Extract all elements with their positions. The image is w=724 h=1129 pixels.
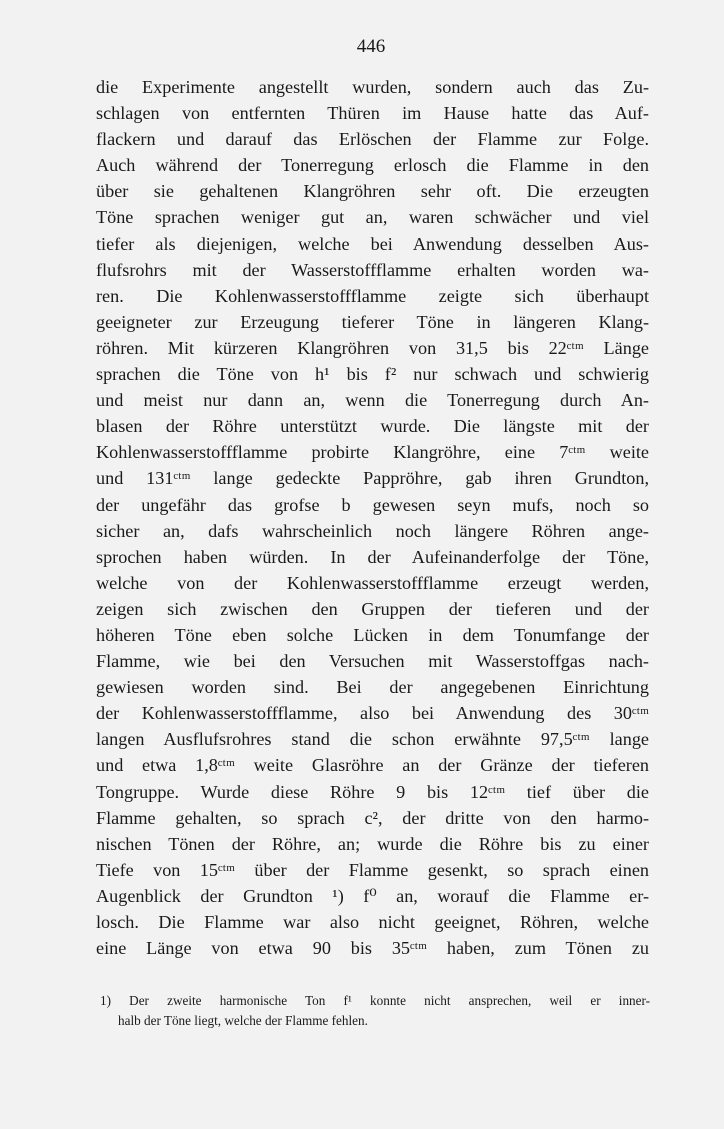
footnote-line: halb der Töne liegt, welche der Flamme fehlen. — [118, 1013, 368, 1028]
text-line: Augenblick der Grundton ¹) f⁰ an, worauf die Flamme er- — [96, 885, 649, 906]
text-line: und 131ᶜᵗᵐ lange gedeckte Papprӧhre, gab ihren Grundton, — [96, 468, 649, 489]
text-line: sicher an, dafs wahrscheinlich noch längere Röhren ange- — [96, 520, 649, 541]
text-line: schlagen von entfernten Thüren im Hause hatte das Auf- — [96, 103, 649, 124]
text-line: nischen Tönen der Röhre, an; wurde die Röhre bis zu einer — [96, 833, 649, 854]
text-line: sprochen haben würden. In der Aufeinanderfolge der Töne, — [96, 546, 649, 567]
text-line: und etwa 1,8ᶜᵗᵐ weite Glasröhre an der Gränze der tieferen — [96, 755, 649, 776]
text-line: ren. Die Kohlenwasserstoffflamme zeigte sich überhaupt — [96, 285, 649, 306]
text-line: Tiefe von 15ᶜᵗᵐ über der Flamme gesenkt, so sprach einen — [96, 859, 649, 880]
text-line: gewiesen worden sind. Bei der angegebenen Einrichtung — [96, 677, 649, 698]
text-line: Kohlenwasserstoffflamme probirte Klangröhre, eine 7ᶜᵗᵐ weite — [96, 442, 649, 463]
body-text — [96, 74, 649, 961]
text-line: die Experimente angestellt wurden, sondern auch das Zu- — [96, 77, 649, 97]
text-line: geeigneter zur Erzeugung tieferer Töne in längeren Klang- — [96, 311, 649, 332]
text-line: blasen der Röhre unterstützt wurde. Die längste mit der — [96, 416, 649, 437]
text-line: und meist nur dann an, wenn die Tonerregung durch An- — [96, 390, 649, 411]
text-line: Flamme gehalten, so sprach c², der dritte von den harmo- — [96, 807, 649, 828]
text-line: über sie gehaltenen Klangröhren sehr oft. Die erzeugten — [96, 181, 649, 202]
text-line: der ungefähr das grofse b gewesen seyn mufs, noch so — [96, 494, 649, 515]
text-line: sprachen die Töne von h¹ bis f² nur schwach und schwierig — [96, 364, 649, 385]
text-line: zeigen sich zwischen den Gruppen der tieferen und der — [96, 598, 649, 619]
text-line: Tongruppe. Wurde diese Röhre 9 bis 12ᶜᵗᵐ tief über die — [96, 781, 649, 802]
text-line: flufsrohrs mit der Wasserstoffflamme erhalten worden wa- — [96, 259, 649, 280]
page-number: 446 — [356, 36, 386, 57]
text-line: der Kohlenwasserstoffflamme, also bei Anwendung des 30ᶜᵗᵐ — [96, 703, 649, 724]
text-line: Flamme, wie bei den Versuchen mit Wasserstoffgas nach- — [96, 651, 649, 672]
text-line: welche von der Kohlenwasserstoffflamme erzeugt werden, — [96, 572, 649, 593]
text-line: tiefer als diejenigen, welche bei Anwendung desselben Aus- — [96, 233, 649, 254]
text-line: höheren Töne eben solche Lücken in dem Tonumfange der — [96, 624, 649, 645]
text-line: röhren. Mit kürzeren Klangröhren von 31,5 bis 22ᶜᵗᵐ Länge — [96, 337, 649, 358]
text-line: Auch während der Tonerregung erlosch die Flamme in den — [96, 155, 649, 176]
text-line: Töne sprachen weniger gut an, waren schwächer und viel — [96, 207, 649, 228]
footnote-line: 1) Der zweite harmonische Ton f¹ konnte nicht ansprechen, weil er inner- — [100, 993, 650, 1008]
text-line: langen Ausflufsrohres stand die schon erwähnte 97,5ᶜᵗᵐ lange — [96, 729, 649, 750]
text-line: flackern und darauf das Erlöschen der Flamme zur Folge. — [96, 129, 649, 150]
text-line: eine Länge von etwa 90 bis 35ᶜᵗᵐ haben, zum Tönen zu — [96, 938, 649, 959]
footnotes — [100, 991, 650, 1031]
text-line: losch. Die Flamme war also nicht geeignet, Röhren, welche — [96, 912, 649, 932]
